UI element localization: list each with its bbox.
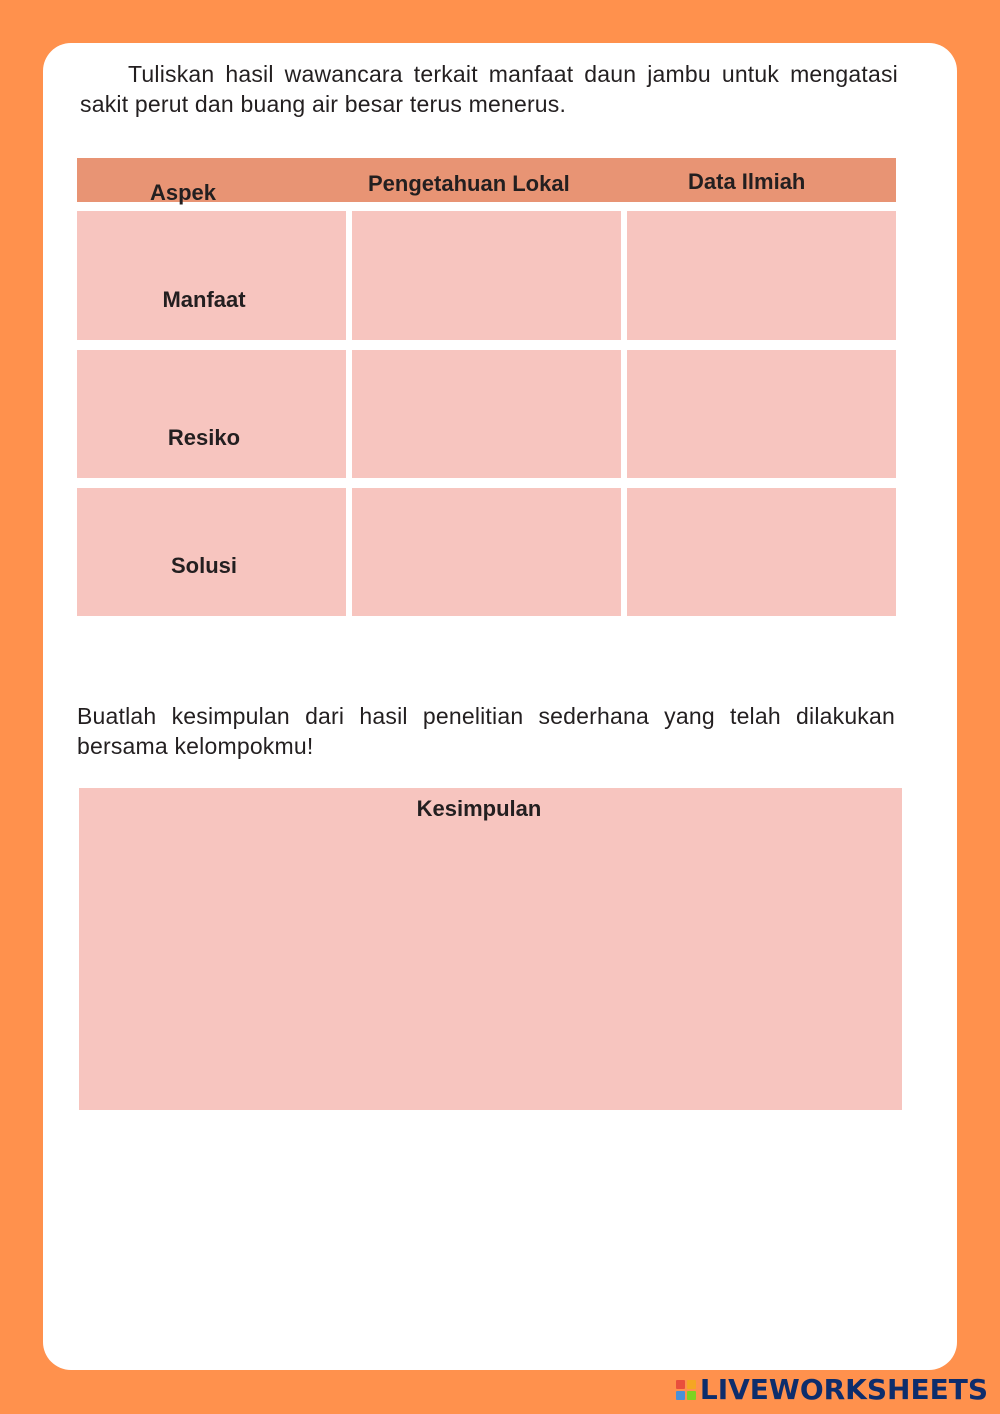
aspect-cell-manfaat bbox=[77, 211, 346, 340]
interview-instruction: Tuliskan hasil wawancara terkait manfaat daun jambu untuk mengatasi sakit perut dan buang air besar terus menerus. bbox=[80, 61, 898, 117]
aspect-cell-resiko bbox=[77, 350, 346, 478]
answer-cell-solusi-lokal[interactable] bbox=[352, 488, 621, 616]
conclusion-instruction: Buatlah kesimpulan dari hasil penelitian sederhana yang telah dilakukan bersama kelompokmu! bbox=[77, 703, 895, 759]
conclusion-answer-box[interactable] bbox=[79, 788, 902, 1110]
answer-cell-manfaat-lokal[interactable] bbox=[352, 211, 621, 340]
conclusion-title: Kesimpulan bbox=[416, 796, 542, 821]
answer-cell-manfaat-ilmiah[interactable] bbox=[627, 211, 896, 340]
logo-square-1 bbox=[676, 1380, 685, 1389]
logo-square-3 bbox=[676, 1391, 685, 1400]
logo-square-4 bbox=[687, 1391, 696, 1400]
answer-cell-resiko-ilmiah[interactable] bbox=[627, 350, 896, 478]
aspect-cell-solusi bbox=[77, 488, 346, 616]
liveworksheets-brand bbox=[676, 1373, 988, 1406]
answer-cell-resiko-lokal[interactable] bbox=[352, 350, 621, 478]
header-data-ilmiah: Data Ilmiah bbox=[688, 169, 806, 194]
liveworksheets-wordmark: LIVEWORKSHEETS bbox=[699, 1373, 988, 1406]
aspect-label-manfaat: Manfaat bbox=[162, 287, 246, 312]
header-aspek: Aspek bbox=[150, 180, 217, 205]
answer-cell-solusi-ilmiah[interactable] bbox=[627, 488, 896, 616]
header-pengetahuan-lokal: Pengetahuan Lokal bbox=[368, 171, 570, 196]
aspect-label-solusi: Solusi bbox=[170, 553, 237, 578]
logo-square-2 bbox=[687, 1380, 696, 1389]
aspect-label-resiko: Resiko bbox=[167, 425, 241, 450]
liveworksheets-logo-icon bbox=[676, 1380, 696, 1400]
